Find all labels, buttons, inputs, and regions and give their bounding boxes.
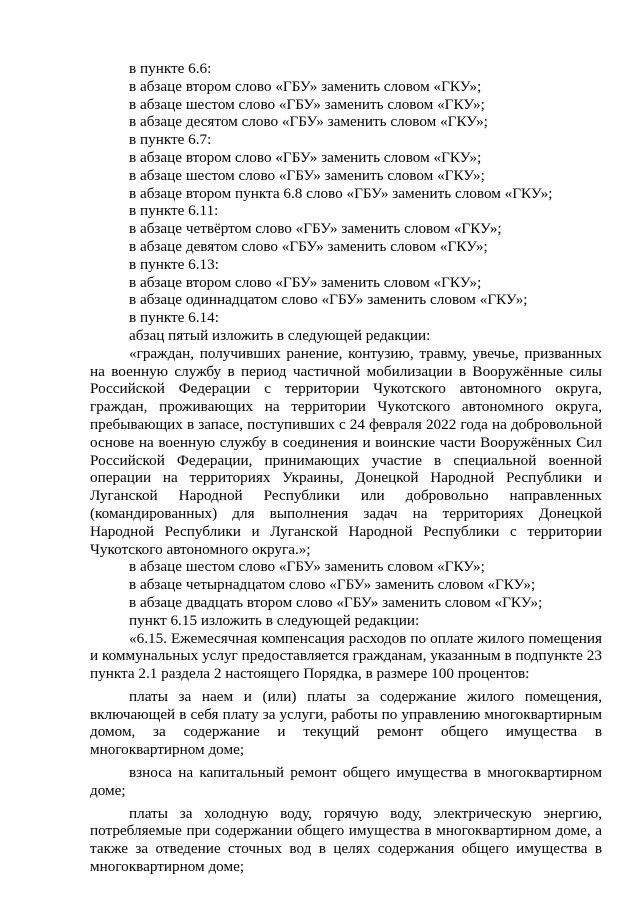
paragraph: пункт 6.15 изложить в следующей редакции: — [129, 611, 420, 629]
paragraph: в пункте 6.7: — [129, 131, 212, 149]
paragraph: в абзаце шестом слово «ГБУ» заменить словом «ГКУ»; — [129, 166, 485, 184]
paragraph: платы за наем и (или) платы за содержание жилого помещения, включающей в себя плату за услуги, работы по управлению многоквартирным домом, за содержание и текущий ремонт общего имущества в многоквартирном доме; — [90, 687, 602, 759]
paragraph: в абзаце десятом слово «ГБУ» заменить словом «ГКУ»; — [129, 113, 488, 131]
document-body — [90, 60, 602, 876]
paragraph: в абзаце девятом слово «ГБУ» заменить словом «ГКУ»; — [129, 237, 488, 255]
paragraph: в абзаце четырнадцатом слово «ГБУ» заменить словом «ГКУ»; — [129, 576, 536, 594]
paragraph: в абзаце одиннадцатом слово «ГБУ» заменить словом «ГКУ»; — [129, 291, 528, 309]
paragraph: в пункте 6.6: — [129, 60, 212, 77]
paragraph: в абзаце втором слово «ГБУ» заменить словом «ГКУ»; — [129, 148, 482, 166]
paragraph: платы за холодную воду, горячую воду, электрическую энергию, потребляемые при содержании общего имущества в многоквартирном доме, а также за отведение сточных вод в целях содержания общего имущества в многоквартирном доме; — [90, 804, 602, 876]
paragraph: в абзаце шестом слово «ГБУ» заменить словом «ГКУ»; — [129, 558, 485, 576]
paragraph: в абзаце шестом слово «ГБУ» заменить словом «ГКУ»; — [129, 95, 485, 113]
paragraph: «граждан, получивших ранение, контузию, травму, увечье, призванных на военную службу в период частичной мобилизации в Вооружённые силы Российской Федерации с территории Чукотского автономного округа, граждан, проживающих на территории Чукотского автономного округа, пребывающих в запасе, поступивших с 24 февраля 2022 года на добровольной основе на военную службу в соединения и воинские части Вооружённых Сил Российской Федерации, принимающих участие в специальной военной операции на территориях Украины, Донецкой Народной Республики и Луганской Народной Республики или добровольно направленных (командированных) для выполнения задач на территориях Донецкой Народной Республики и Луганской Народной Республики с территории Чукотского автономного округа.»; — [90, 344, 602, 558]
paragraph: в абзаце втором пункта 6.8 слово «ГБУ» заменить словом «ГКУ»; — [129, 184, 553, 202]
paragraph: в пункте 6.14: — [129, 309, 219, 327]
paragraph: взноса на капитальный ремонт общего имущества в многоквартирном доме; — [90, 764, 602, 799]
paragraph: в пункте 6.11: — [129, 202, 219, 220]
paragraph: в пункте 6.13: — [129, 255, 219, 273]
paragraph: абзац пятый изложить в следующей редакции: — [129, 326, 431, 344]
paragraph: в абзаце четвёртом слово «ГБУ» заменить словом «ГКУ»; — [129, 220, 502, 238]
paragraph: в абзаце двадцать втором слово «ГБУ» заменить словом «ГКУ»; — [129, 593, 543, 611]
paragraph: в абзаце втором слово «ГБУ» заменить словом «ГКУ»; — [129, 77, 482, 95]
paragraph: «6.15. Ежемесячная компенсация расходов по оплате жилого помещения и коммунальных услуг предоставляется гражданам, указанным в подпункте 23 пункта 2.1 раздела 2 настоящего Порядка, в размере 100 процентов: — [90, 629, 602, 683]
paragraph: в абзаце втором слово «ГБУ» заменить словом «ГКУ»; — [129, 273, 482, 291]
